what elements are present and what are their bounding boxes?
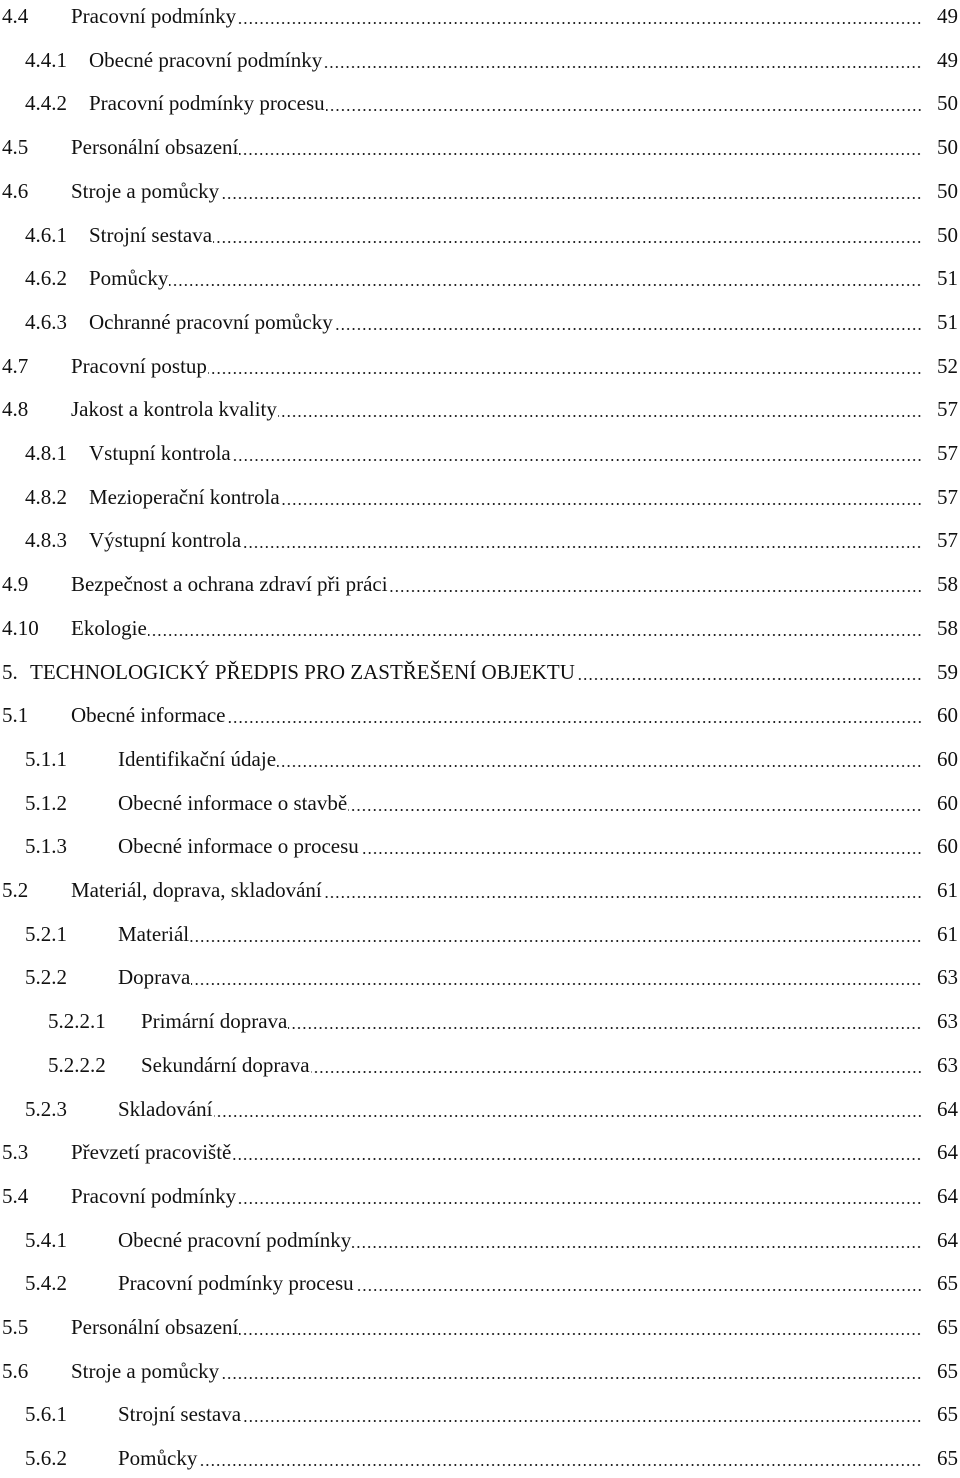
- toc-entry[interactable]: [0, 87, 958, 119]
- toc-dot-leader: [169, 284, 922, 286]
- toc-entry[interactable]: [0, 0, 958, 32]
- toc-entry[interactable]: [0, 1398, 958, 1430]
- toc-entry-number: 4.6: [2, 178, 29, 203]
- toc-entry[interactable]: [0, 830, 958, 862]
- toc-entry[interactable]: [0, 437, 958, 469]
- toc-dot-leader: [389, 590, 922, 592]
- toc-entry-number: 5.2.3: [25, 1096, 67, 1121]
- toc-entry[interactable]: [0, 306, 958, 338]
- toc-entry-title: Obecné informace: [71, 699, 227, 731]
- toc-entry-page: 65: [935, 1442, 958, 1474]
- toc-entry-page: 64: [935, 1093, 958, 1125]
- toc-entry-number: 4.8.3: [25, 528, 67, 553]
- toc-entry-title: Stroje a pomůcky: [71, 1355, 220, 1387]
- toc-entry-number: 5.6.2: [25, 1446, 67, 1471]
- toc-entry-number: 4.10: [2, 615, 39, 640]
- toc-entry-number: 4.6.1: [25, 222, 67, 247]
- toc-entry-number: 4.8.1: [25, 441, 67, 465]
- toc-entry[interactable]: [0, 1005, 958, 1037]
- toc-entry[interactable]: [0, 1093, 958, 1125]
- toc-entry-title: Pomůcky: [118, 1442, 198, 1474]
- toc-entry-number: 5.6: [2, 1358, 29, 1383]
- toc-entry-page: 65: [935, 1398, 958, 1430]
- toc-entry-page: 49: [935, 0, 958, 32]
- toc-entry-page: 57: [935, 524, 958, 556]
- toc-entry-page: 60: [935, 699, 958, 731]
- toc-entry[interactable]: [0, 1442, 958, 1474]
- toc-entry-page: 57: [935, 393, 958, 425]
- toc-entry-page: 57: [935, 437, 958, 469]
- toc-entry-page: 65: [935, 1355, 958, 1387]
- toc-entry-title: Pracovní podmínky: [71, 0, 237, 32]
- toc-entry-title: Strojní sestava: [118, 1398, 242, 1430]
- toc-entry[interactable]: [0, 350, 958, 382]
- toc-entry-page: 59: [935, 656, 958, 688]
- toc-entry[interactable]: [0, 699, 958, 731]
- toc-entry-title: Ekologie: [71, 612, 148, 644]
- toc-entry-number: 4.8: [2, 397, 29, 422]
- toc-dot-leader: [232, 459, 922, 461]
- toc-entry-page: 63: [935, 1005, 958, 1037]
- toc-dot-leader: [242, 1420, 922, 1422]
- toc-entry-title: Materiál, doprava, skladování: [71, 874, 323, 906]
- toc-entry-number: 5.1: [2, 703, 29, 728]
- toc-entry-page: 64: [935, 1180, 958, 1212]
- toc-entry-title: Skladování: [118, 1093, 214, 1125]
- toc-entry-number: 5.: [2, 659, 18, 684]
- toc-entry-page: 51: [935, 306, 958, 338]
- toc-dot-leader: [214, 1115, 923, 1117]
- toc-entry-title: TECHNOLOGICKÝ PŘEDPIS PRO ZASTŘEŠENÍ OBJEKTU: [30, 656, 576, 688]
- toc-entry[interactable]: [0, 961, 958, 993]
- toc-entry-page: 61: [935, 874, 958, 906]
- toc-entry-title: Primární doprava: [141, 1005, 288, 1037]
- toc-entry-page: 61: [935, 918, 958, 950]
- toc-dot-leader: [326, 109, 922, 111]
- toc-entry-number: 5.5: [2, 1315, 29, 1339]
- toc-entry-title: Obecné informace o procesu: [118, 830, 360, 862]
- toc-dot-leader: [281, 503, 922, 505]
- toc-entry[interactable]: [0, 44, 958, 76]
- toc-entry-number: 5.3: [2, 1140, 29, 1165]
- toc-entry-title: Pracovní podmínky: [71, 1180, 237, 1212]
- toc-dot-leader: [148, 634, 922, 636]
- toc-entry-title: Mezioperační kontrola: [89, 481, 281, 513]
- toc-entry[interactable]: [0, 175, 958, 207]
- toc-entry[interactable]: [0, 1136, 958, 1168]
- toc-dot-leader: [239, 1333, 922, 1335]
- toc-dot-leader: [237, 1202, 922, 1204]
- toc-entry-page: 60: [935, 787, 958, 819]
- toc-entry-title: Obecné pracovní podmínky: [118, 1224, 352, 1256]
- toc-entry[interactable]: [0, 219, 958, 251]
- toc-entry-number: 4.7: [2, 353, 29, 378]
- toc-dot-leader: [237, 22, 922, 24]
- toc-entry-title: Strojní sestava: [89, 219, 213, 251]
- toc-entry[interactable]: [0, 918, 958, 950]
- toc-dot-leader: [191, 983, 922, 985]
- toc-entry-title: Výstupní kontrola: [89, 524, 242, 556]
- toc-entry-number: 5.6.1: [25, 1402, 67, 1427]
- toc-entry-title: Pracovní postup: [71, 350, 208, 382]
- toc-entry[interactable]: [0, 1311, 958, 1343]
- toc-entry-number: 4.4: [2, 4, 29, 28]
- toc-entry-title: Personální obsazení: [71, 1311, 239, 1343]
- toc-entry-title: Pomůcky: [89, 262, 169, 294]
- toc-entry-number: 4.6.2: [25, 266, 67, 291]
- toc-entry[interactable]: [0, 1355, 958, 1387]
- toc-entry-number: 5.2.2: [25, 965, 67, 990]
- toc-entry-page: 52: [935, 350, 958, 382]
- toc-entry-number: 4.8.2: [25, 484, 67, 509]
- toc-entry[interactable]: [0, 1180, 958, 1212]
- toc-entry-number: 5.1.3: [25, 834, 67, 859]
- toc-entry[interactable]: [0, 874, 958, 906]
- toc-entry-number: 4.6.3: [25, 309, 67, 334]
- toc-entry-title: Materiál: [118, 918, 190, 950]
- toc-entry-page: 60: [935, 830, 958, 862]
- toc-entry-number: 5.4: [2, 1183, 29, 1208]
- toc-dot-leader: [227, 721, 923, 723]
- toc-entry-title: Pracovní podmínky procesu: [118, 1267, 355, 1299]
- toc-dot-leader: [208, 372, 922, 374]
- toc-entry-title: Obecné informace o stavbě: [118, 787, 348, 819]
- toc-entry[interactable]: [0, 568, 958, 600]
- toc-entry-title: Převzetí pracoviště: [71, 1136, 232, 1168]
- toc-dot-leader: [288, 1027, 922, 1029]
- toc-entry-page: 58: [935, 612, 958, 644]
- toc-dot-leader: [198, 1464, 922, 1466]
- toc-entry-page: 50: [935, 219, 958, 251]
- toc-entry-page: 65: [935, 1311, 958, 1343]
- toc-entry-page: 50: [935, 87, 958, 119]
- toc-dot-leader: [348, 809, 922, 811]
- toc-entry-number: 5.4.1: [25, 1227, 67, 1252]
- toc-dot-leader: [220, 197, 922, 199]
- toc-entry-number: 5.2.1: [25, 921, 67, 946]
- toc-entry-number: 5.1.2: [25, 790, 67, 815]
- toc-entry-page: 58: [935, 568, 958, 600]
- toc-dot-leader: [232, 1158, 922, 1160]
- toc-dot-leader: [242, 546, 922, 548]
- toc-entry-title: Obecné pracovní podmínky: [89, 44, 323, 76]
- toc-entry-page: 51: [935, 262, 958, 294]
- toc-entry-page: 63: [935, 961, 958, 993]
- toc-dot-leader: [311, 1071, 922, 1073]
- toc-entry-title: Doprava: [118, 961, 191, 993]
- toc-entry[interactable]: [0, 393, 958, 425]
- toc-entry-page: 49: [935, 44, 958, 76]
- toc-entry-number: 5.2.2.2: [48, 1052, 106, 1077]
- toc-dot-leader: [213, 241, 922, 243]
- toc-entry[interactable]: [0, 1224, 958, 1256]
- toc-entry-number: 4.9: [2, 572, 29, 597]
- toc-dot-leader: [323, 66, 922, 68]
- toc-entry[interactable]: [0, 787, 958, 819]
- toc-entry[interactable]: [0, 524, 958, 556]
- toc-entry-page: 64: [935, 1136, 958, 1168]
- toc-dot-leader: [220, 1377, 922, 1379]
- toc-entry-page: 63: [935, 1049, 958, 1081]
- toc-dot-leader: [334, 328, 922, 330]
- toc-entry[interactable]: [0, 612, 958, 644]
- toc-entry-title: Personální obsazení: [71, 131, 239, 163]
- toc-entry-number: 5.1.1: [25, 746, 67, 771]
- toc-entry-page: 50: [935, 175, 958, 207]
- toc-entry-title: Identifikační údaje: [118, 743, 277, 775]
- toc-entry-title: Pracovní podmínky procesu: [89, 87, 326, 119]
- toc-entry-number: 5.2.2.1: [48, 1009, 106, 1034]
- toc-entry[interactable]: [0, 1049, 958, 1081]
- toc-entry-title: Ochranné pracovní pomůcky: [89, 306, 334, 338]
- toc-entry-title: Bezpečnost a ochrana zdraví při práci: [71, 568, 389, 600]
- toc-entry-title: Vstupní kontrola: [89, 437, 232, 469]
- toc-entry-title: Jakost a kontrola kvality: [71, 393, 278, 425]
- toc-entry[interactable]: [0, 481, 958, 513]
- toc-entry-title: Stroje a pomůcky: [71, 175, 220, 207]
- toc-entry-title: Sekundární doprava: [141, 1049, 311, 1081]
- toc-entry-number: 5.2: [2, 878, 29, 902]
- toc-dot-leader: [190, 940, 922, 942]
- toc-entry[interactable]: [0, 262, 958, 294]
- toc-entry-page: 60: [935, 743, 958, 775]
- toc-entry[interactable]: [0, 131, 958, 163]
- toc-dot-leader: [323, 896, 922, 898]
- toc-entry-page: 64: [935, 1224, 958, 1256]
- toc-dot-leader: [360, 852, 922, 854]
- toc-dot-leader: [239, 153, 922, 155]
- toc-entry[interactable]: [0, 743, 958, 775]
- toc-entry-number: 4.4.2: [25, 91, 67, 116]
- toc-entry[interactable]: [0, 656, 958, 688]
- toc-dot-leader: [352, 1246, 922, 1248]
- toc-dot-leader: [278, 415, 922, 417]
- toc-dot-leader: [355, 1289, 922, 1291]
- toc-entry-number: 4.4.1: [25, 47, 67, 72]
- toc-dot-leader: [277, 765, 922, 767]
- toc-entry-number: 5.4.2: [25, 1271, 67, 1296]
- toc-entry-page: 50: [935, 131, 958, 163]
- toc-entry-page: 65: [935, 1267, 958, 1299]
- toc-entry-page: 57: [935, 481, 958, 513]
- toc-dot-leader: [576, 678, 922, 680]
- toc-entry[interactable]: [0, 1267, 958, 1299]
- toc-entry-number: 4.5: [2, 135, 29, 160]
